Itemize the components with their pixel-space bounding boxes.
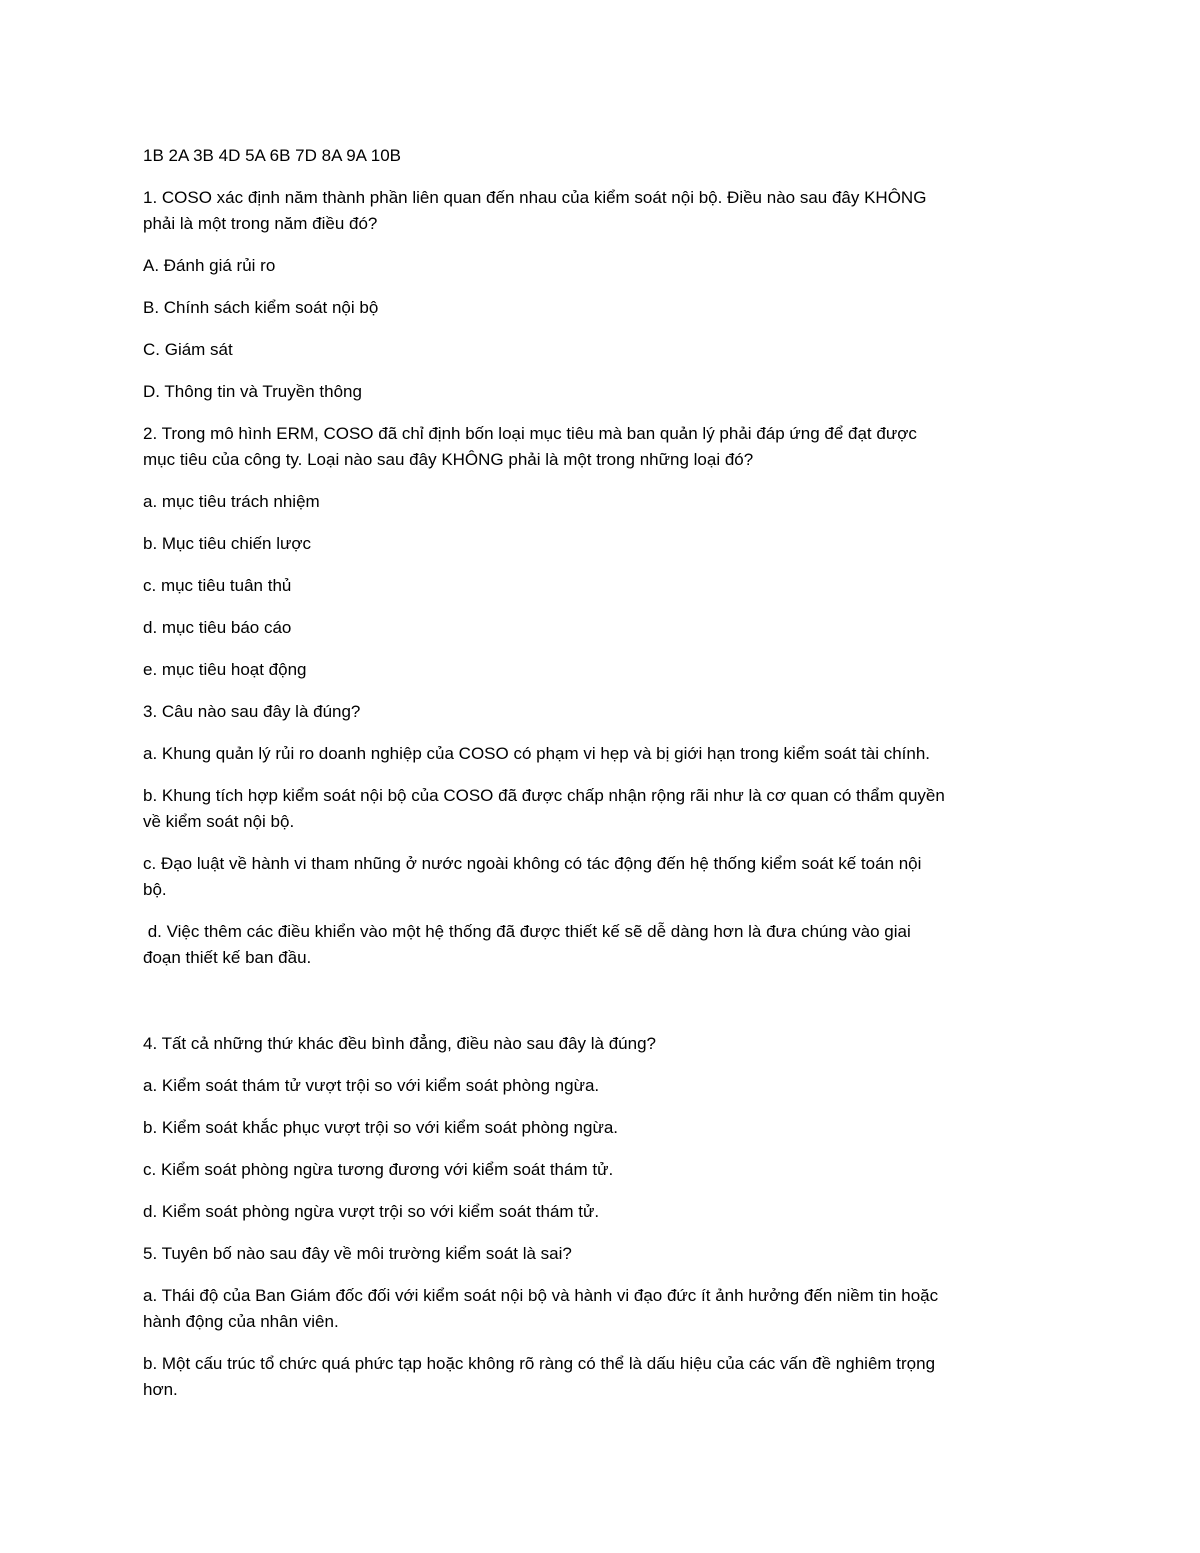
question-1-stem-line-1: 1. COSO xác định năm thành phần liên quan đến nhau của kiểm soát nội bộ. Điều nào sau đây KHÔNG xyxy=(143,188,927,207)
question-2-option-d: d. mục tiêu báo cáo xyxy=(143,618,292,637)
question-2-option-c: c. mục tiêu tuân thủ xyxy=(143,576,292,595)
question-4-option-b: b. Kiểm soát khắc phục vượt trội so với kiểm soát phòng ngừa. xyxy=(143,1118,619,1137)
question-5-option-b-line-2: hơn. xyxy=(143,1380,178,1399)
answer-key: 1B 2A 3B 4D 5A 6B 7D 8A 9A 10B xyxy=(143,146,402,165)
question-5-stem: 5. Tuyên bố nào sau đây về môi trường kiểm soát là sai? xyxy=(143,1244,572,1263)
question-1-option-b: B. Chính sách kiểm soát nội bộ xyxy=(143,298,379,317)
question-3-option-b-line-2: về kiểm soát nội bộ. xyxy=(143,812,295,831)
question-1-stem-line-2: phải là một trong năm điều đó? xyxy=(143,214,378,233)
question-4-stem: 4. Tất cả những thứ khác đều bình đẳng, điều nào sau đây là đúng? xyxy=(143,1034,656,1053)
question-1-option-c: C. Giám sát xyxy=(143,340,233,359)
question-4-option-a: a. Kiểm soát thám tử vượt trội so với kiểm soát phòng ngừa. xyxy=(143,1076,600,1095)
question-3-option-d-line-1: d. Việc thêm các điều khiển vào một hệ thống đã được thiết kế sẽ dễ dàng hơn là đưa chúng vào giai xyxy=(143,922,911,941)
question-3-option-a: a. Khung quản lý rủi ro doanh nghiệp của COSO có phạm vi hẹp và bị giới hạn trong kiểm soát tài chính. xyxy=(143,744,931,763)
question-3-stem: 3. Câu nào sau đây là đúng? xyxy=(143,702,361,721)
question-2-stem-line-1: 2. Trong mô hình ERM, COSO đã chỉ định bốn loại mục tiêu mà ban quản lý phải đáp ứng để đạt được xyxy=(143,424,917,443)
question-4-option-d: d. Kiểm soát phòng ngừa vượt trội so với kiểm soát thám tử. xyxy=(143,1202,600,1221)
question-5-option-a-line-2: hành động của nhân viên. xyxy=(143,1312,339,1331)
question-3-option-c-line-2: bộ. xyxy=(143,880,167,899)
question-3-option-d-line-2: đoạn thiết kế ban đầu. xyxy=(143,948,312,967)
question-5-option-b-line-1: b. Một cấu trúc tổ chức quá phức tạp hoặc không rõ ràng có thể là dấu hiệu của các vấn đề nghiêm trọng xyxy=(143,1354,936,1373)
question-3-option-c-line-1: c. Đạo luật về hành vi tham nhũng ở nước ngoài không có tác động đến hệ thống kiểm soát kế toán nội xyxy=(143,854,922,873)
question-2-option-b: b. Mục tiêu chiến lược xyxy=(143,534,312,553)
question-4-option-c: c. Kiểm soát phòng ngừa tương đương với kiểm soát thám tử. xyxy=(143,1160,614,1179)
question-2-option-a: a. mục tiêu trách nhiệm xyxy=(143,492,320,511)
question-1-option-a: A. Đánh giá rủi ro xyxy=(143,256,276,275)
question-1-option-d: D. Thông tin và Truyền thông xyxy=(143,382,362,401)
question-5-option-a-line-1: a. Thái độ của Ban Giám đốc đối với kiểm soát nội bộ và hành vi đạo đức ít ảnh hưởng đến niềm tin hoặc xyxy=(143,1286,939,1305)
question-2-option-e: e. mục tiêu hoạt động xyxy=(143,660,307,679)
question-3-option-b-line-1: b. Khung tích hợp kiểm soát nội bộ của COSO đã được chấp nhận rộng rãi như là cơ quan có thẩm quyền xyxy=(143,786,945,805)
question-2-stem-line-2: mục tiêu của công ty. Loại nào sau đây KHÔNG phải là một trong những loại đó? xyxy=(143,450,754,469)
